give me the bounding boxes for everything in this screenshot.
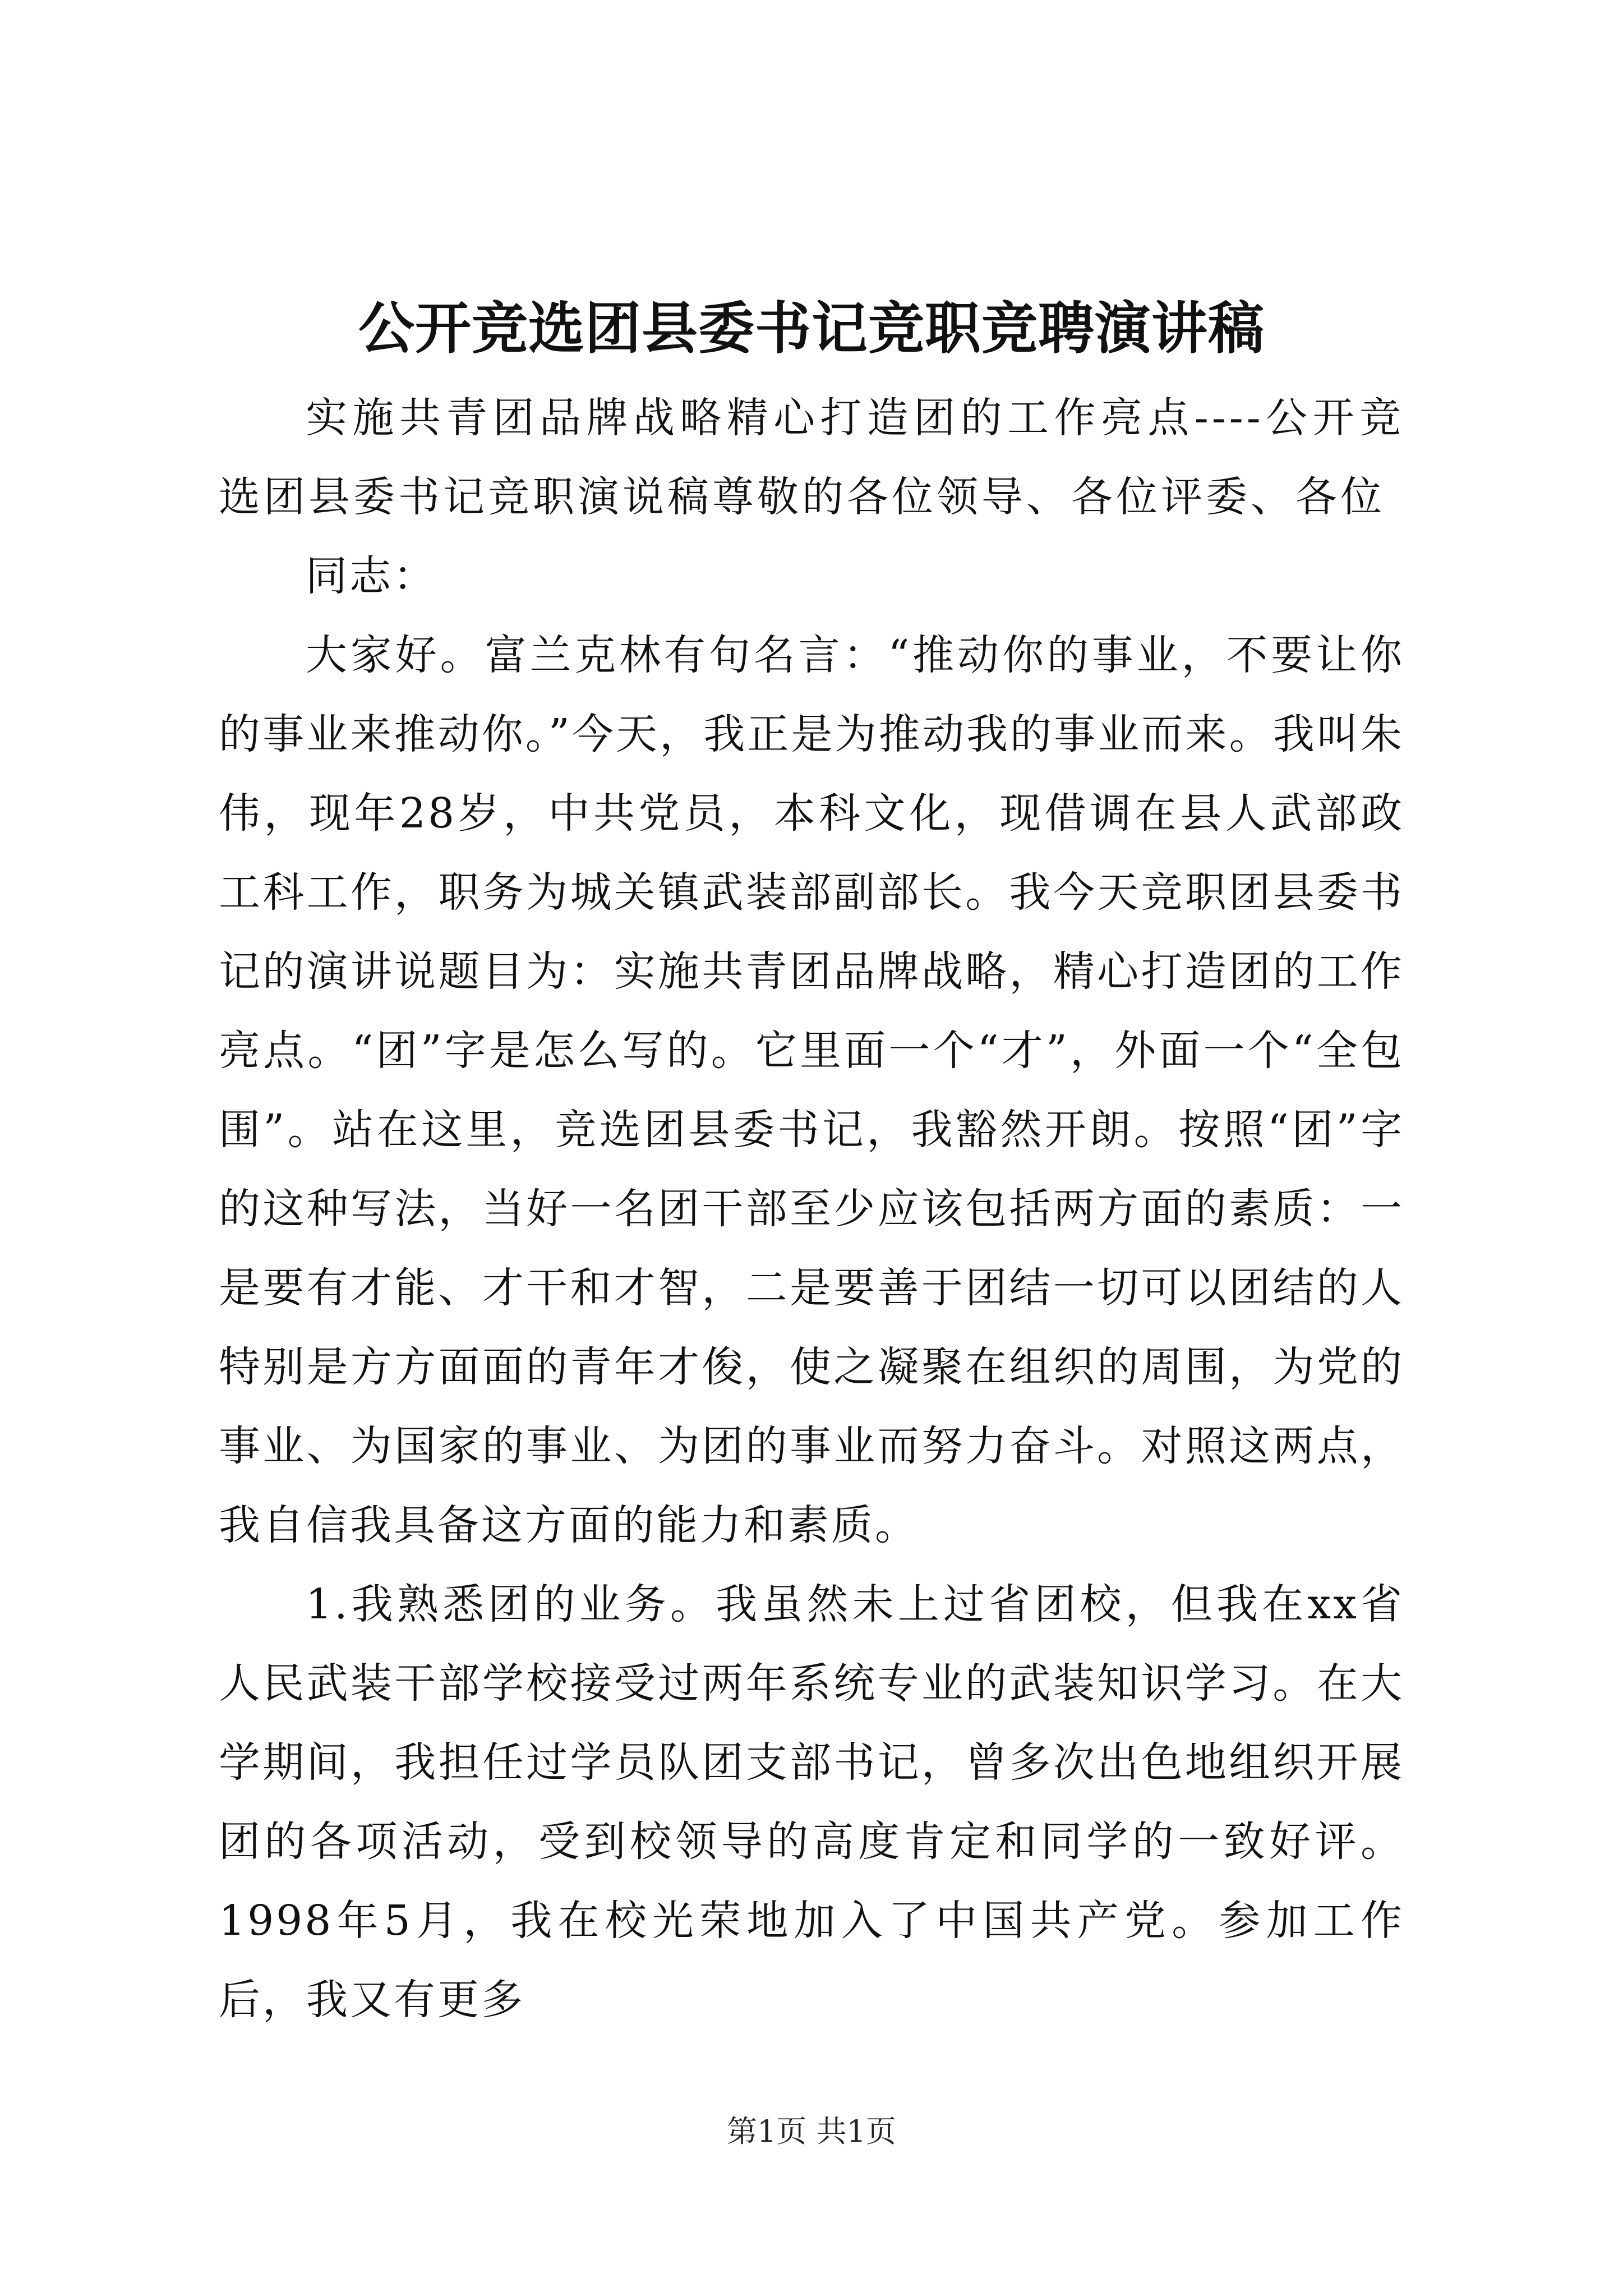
paragraph-intro: 实施共青团品牌战略精心打造团的工作亮点----公开竞选团县委书记竞职演说稿尊敬的各位领导、各位评委、各位 <box>219 394 1404 521</box>
paragraph-salutation: 同志： <box>306 552 437 600</box>
paragraph-main: 大家好。富兰克林有句名言：“推动你的事业，不要让你的事业来推动你。”今天，我正是为推动我的事业而来。我叫朱伟，现年28岁，中共党员，本科文化，现借调在县人武部政工科工作，职务为城关镇武装部副部长。我今天竞职团县委书记的演讲说题目为：实施共青团品牌战略，精心打造团的工作亮点。“团”字是怎么写的。它里面一个“才”，外面一个“全包围”。站在这里，竞选团县委书记，我豁然开朗。按照“团”字的这种写法，当好一名团干部至少应该包括两方面的素质：一是要有才能、才干和才智，二是要善于团结一切可以团结的人特别是方方面面的青年才俊，使之凝聚在组织的周围，为党的事业、为国家的事业、为团的事业而努力奋斗。对照这两点，我自信我具备这方面的能力和素质。 <box>219 631 1404 1549</box>
document-title: 公开竞选团县委书记竞职竞聘演讲稿 <box>358 295 1265 361</box>
page-footer: 第1页 共1页 <box>727 2114 896 2149</box>
document-body <box>219 379 1404 2040</box>
paragraph-point-1: 1.我熟悉团的业务。我虽然未上过省团校，但我在xx省人民武装干部学校接受过两年系统专业的武装知识学习。在大学期间，我担任过学员队团支部书记，曾多次出色地组织开展团的各项活动，受到校领导的高度肯定和同学的一致好评。1998年5月，我在校光荣地加入了中国共产党。参加工作后，我又有更多 <box>219 1580 1404 2024</box>
